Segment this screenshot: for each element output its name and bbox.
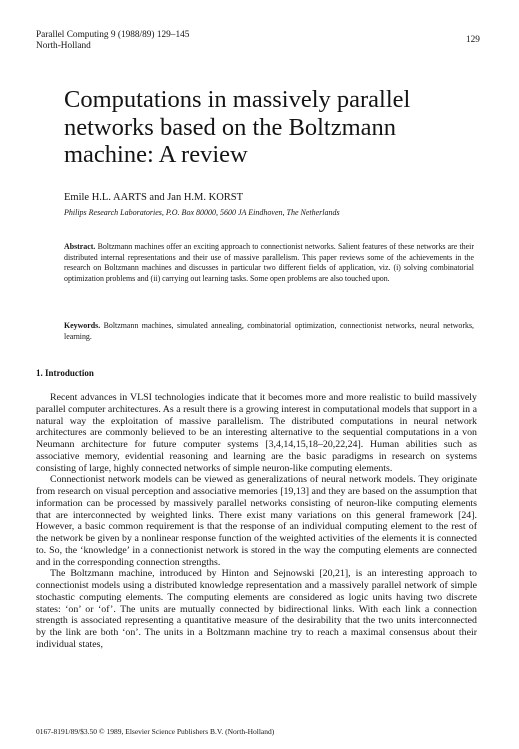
journal-citation: Parallel Computing 9 (1988/89) 129–145 [36, 30, 190, 40]
page-number: 129 [466, 35, 480, 45]
section-heading: 1. Introduction [36, 368, 94, 378]
abstract [64, 242, 474, 285]
abstract-text: Boltzmann machines offer an exciting approach to connectionist networks. Salient features of these networks are their distributed internal representations and their use of massive parallelism. This paper reviews some of the achievements in the research on Boltzmann machines and discusses in particular two different fields of application, viz. (i) solving combinatorial optimization problems and (ii) carrying out learning tasks. Some open problems are also touched upon. [64, 242, 474, 284]
paper-title [64, 86, 484, 169]
abstract-label: Abstract. [64, 242, 96, 251]
paragraph: Recent advances in VLSI technologies indicate that it becomes more and more realistic to build massively parallel computer architectures. As a result there is a growing interest in computational models that support in a natural way the exploitation of massive parallelism. The distributed computations in neural network architectures are commonly believed to be an interesting alternative to the sequential computations in a von Neumann architecture for future computer systems [3,4,14,15,18–20,22,24]. Human abilities such as associative memory, evidential reasoning and learning are the basic paradigms in research on systems consisting of large, highly connected networks of simple neuron-like computing elements. [36, 392, 477, 474]
title-line-1: Computations in massively parallel [64, 86, 411, 113]
keywords-text: Boltzmann machines, simulated annealing, combinatorial optimization, connectionist networks, neural networks, learning. [64, 321, 474, 341]
publisher-name: North-Holland [36, 41, 91, 51]
paragraph: Connectionist network models can be viewed as generalizations of neural network models. They originate from research on visual perception and associative memories [19,13] and they are based on the assumption that information can be processed by massively parallel networks consisting of neuron-like computing elements that are interconnected by weighted links. There exist many variations on this general framework [24]. However, a basic common requirement is that the response of an individual computing element to the rest of the network be given by a nonlinear response function of the weighted activities of the elements it is connected to. So, the ‘knowledge’ in a connectionist network is stored in the way the computing elements are connected and in the corresponding connection strengths. [36, 474, 477, 568]
keywords-label: Keywords. [64, 321, 101, 330]
title-line-2: networks based on the Boltzmann [64, 113, 397, 141]
copyright-footer: 0167-8191/89/$3.50 © 1989, Elsevier Science Publishers B.V. (North-Holland) [36, 727, 275, 736]
title-line-3: machine: A review [64, 141, 248, 168]
author-list: Emile H.L. AARTS and Jan H.M. KORST [64, 192, 244, 203]
section-body [36, 392, 477, 651]
author-affiliation: Philips Research Laboratories, P.O. Box 80000, 5600 JA Eindhoven, The Netherlands [64, 208, 340, 217]
keywords [64, 321, 474, 342]
paragraph: The Boltzmann machine, introduced by Hinton and Sejnowski [20,21], is an interesting approach to connectionist models using a distributed knowledge representation and a massively parallel network of simple stochastic computing elements. The computing elements are considered as logic units having two discrete states: ‘on’ or ‘of’. The units are mutually connected by bidirectional links. With each link a connection strength is associated representing a quantitative measure of the desirability that the two units interconnected by the link are both ‘on’. The units in a Boltzmann machine try to reach a maximal consensus about their individual states, [36, 568, 477, 650]
